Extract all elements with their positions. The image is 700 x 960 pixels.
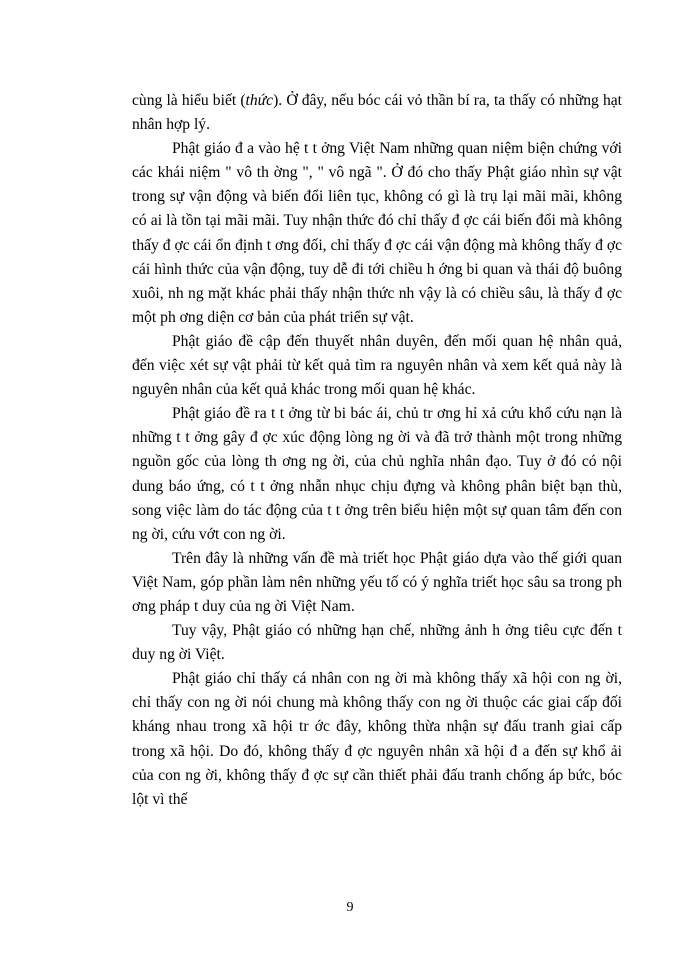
- paragraph-1: [132, 89, 622, 137]
- page-number: 9: [346, 900, 354, 915]
- paragraph-7: Phật giáo chỉ thấy cá nhân con ng ời mà không thấy xã hội con ng ời, chỉ thấy con ng ời nói chung mà không thấy con ng ời thuộc các giai cấp đối kháng nhau trong xã hội tr ớc đây, không thừa nhận sự đấu tranh giai cấp trong xã hội. Do đó, không thấy đ ợc nguyên nhân xã hội đ a đến sự khổ ải của con ng ời, không thấy đ ợc sự cần thiết phải đấu tranh chống áp bức, bóc lột vì thế: [132, 670, 622, 808]
- paragraph-4: Phật giáo đề ra t t ởng từ bi bác ái, chủ tr ơng hỉ xả cứu khổ cứu nạn là những t t ởng gây đ ợc xúc động lòng ng ời và đã trở thành một trong những nguồn gốc của lòng th ơng ng ời, của chủ nghĩa nhân đạo. Tuy ở đó có nội dung báo ứng, có t t ởng nhẫn nhục chịu đựng và không phân biệt bạn thù, song việc làm do tác động của t t ởng trên biểu hiện một sự quan tâm đến con ng ời, cứu vớt con ng ời.: [132, 405, 622, 543]
- italic-term: thức: [245, 92, 274, 109]
- paragraph-6: Tuy vậy, Phật giáo có những hạn chế, những ảnh h ởng tiêu cực đến t duy ng ời Việt.: [132, 622, 622, 664]
- paragraph-5: Trên đây là những vấn đề mà triết học Phật giáo dựa vào thế giới quan Việt Nam, góp phần làm nên những yếu tố có ý nghĩa triết học sâu sa trong ph ơng pháp t duy của ng ời Việt Nam.: [132, 549, 622, 615]
- paragraph-1-start: cùng là hiểu biết (: [132, 92, 246, 109]
- body-text: [132, 89, 622, 812]
- paragraph-3: Phật giáo đề cập đến thuyết nhân duyên, đến mối quan hệ nhân quả, đến việc xét sự vật phải từ kết quả tìm ra nguyên nhân và xem kết quả này là nguyên nhân của kết quả khác trong mối quan hệ khác.: [132, 332, 622, 399]
- paragraph-1-end: ). Ở đây, nếu bóc cái vỏ thần bí ra, ta thấy có những hạt nhân hợp lý.: [132, 92, 622, 134]
- paragraph-2: Phật giáo đ a vào hệ t t ởng Việt Nam những quan niệm biện chứng với các khái niệm " vô th ờng ", " vô ngã ". Ở đó cho thấy Phật giáo nhìn sự vật trong sự vận động và biến đổi liên tục, không có gì là trụ lại mãi mãi, không có ai là tồn tại mãi mãi. Tuy nhận thức đó chỉ thấy đ ợc cái biến đổi mà không thấy đ ợc cái ổn định t ơng đối, chỉ thấy đ ợc cái vận động mà không thấy đ ợc cái hình thức của vận động, tuy dễ đi tới chiều h ớng bi quan và thái độ buông xuôi, nh ng mặt khác phải thấy nhận thức nh vậy là có chiều sâu, là thấy đ ợc một ph ơng diện cơ bản của phát triển sự vật.: [132, 140, 622, 326]
